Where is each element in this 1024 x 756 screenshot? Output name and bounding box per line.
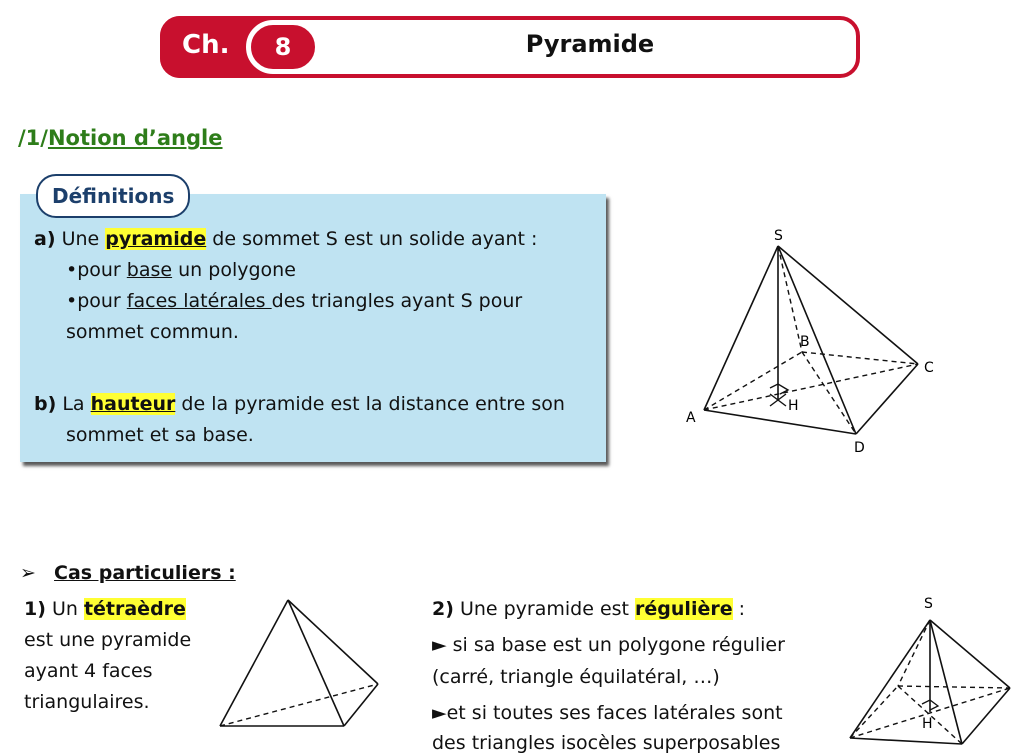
item2-line1 bbox=[432, 598, 745, 620]
item1-line3: ayant 4 faces bbox=[24, 660, 153, 682]
label-D: D bbox=[854, 440, 865, 456]
edge-SA bbox=[704, 246, 778, 410]
chapter-title: Pyramide bbox=[525, 30, 655, 58]
edge-DC bbox=[856, 364, 918, 434]
def-a-text: un polygone bbox=[172, 259, 296, 281]
section-prefix: /1/ bbox=[18, 126, 48, 150]
def-b-label: b) bbox=[34, 393, 57, 415]
item2-line5: des triangles isocèles superposables bbox=[432, 732, 781, 754]
item2-line3: (carré, triangle équilatéral, …) bbox=[432, 666, 720, 688]
tetra-edge-3 bbox=[288, 600, 378, 684]
label-H: H bbox=[788, 398, 799, 414]
item2-line2: ► si sa base est un polygone régulier bbox=[432, 634, 785, 656]
term-base: base bbox=[126, 259, 173, 281]
reg-edge-hidden-2 bbox=[850, 686, 898, 738]
chapter-banner bbox=[160, 16, 860, 78]
reg-edge-hidden-3 bbox=[898, 686, 1010, 688]
reg-edge-3 bbox=[930, 620, 1010, 688]
term-tetraedre: tétraèdre bbox=[83, 598, 186, 620]
edge-AD bbox=[704, 410, 856, 434]
diag-AC-hidden bbox=[704, 364, 918, 410]
chapter-number: 8 bbox=[246, 20, 320, 74]
def-a-line2 bbox=[66, 259, 296, 281]
label-A: A bbox=[686, 410, 696, 426]
def-a-label: a) bbox=[34, 228, 56, 250]
def-b-text: La bbox=[62, 393, 91, 415]
term-hauteur: hauteur bbox=[90, 393, 176, 415]
reg-edge-1 bbox=[850, 620, 930, 738]
item2-line4: ►et si toutes ses faces latérales sont bbox=[432, 702, 783, 724]
edge-SB-hidden bbox=[778, 246, 802, 352]
arrow-bullet-icon: ➢ bbox=[20, 562, 36, 584]
pyramid-figure bbox=[680, 222, 950, 462]
term-faces-laterales: faces latérales bbox=[126, 290, 272, 312]
label-B: B bbox=[800, 334, 810, 350]
diag-BD-hidden bbox=[802, 352, 856, 434]
section-title: Notion d’angle bbox=[47, 126, 223, 150]
definitions-tag: Définitions bbox=[36, 174, 190, 218]
reg-label-H: H bbox=[922, 716, 933, 732]
def-b-line1 bbox=[34, 393, 565, 415]
term-reguliere: régulière bbox=[635, 598, 733, 620]
tetra-edge-1 bbox=[220, 600, 288, 726]
tetra-edge-5 bbox=[344, 684, 378, 726]
tetrahedron-figure bbox=[214, 596, 384, 732]
reg-edge-hidden-1 bbox=[898, 620, 930, 686]
reg-edge-4 bbox=[850, 738, 962, 744]
item1-line1 bbox=[24, 598, 186, 620]
def-a-line1 bbox=[34, 228, 537, 250]
def-a-line4: sommet commun. bbox=[66, 321, 239, 343]
item1-label: 1) bbox=[24, 598, 46, 620]
def-b-text: de la pyramide est la distance entre son bbox=[175, 393, 565, 415]
def-b-line2: sommet et sa base. bbox=[66, 424, 254, 446]
tetra-edge-hidden bbox=[220, 684, 378, 726]
def-a-text: des triangles ayant S pour bbox=[271, 290, 523, 312]
item2-text: : bbox=[732, 598, 746, 620]
section-heading bbox=[18, 126, 223, 150]
item1-line2: est une pyramide bbox=[24, 629, 192, 651]
label-C: C bbox=[924, 360, 934, 376]
edge-BC-hidden bbox=[802, 352, 918, 364]
def-a-line3 bbox=[66, 290, 522, 312]
item1-line4: triangulaires. bbox=[24, 691, 150, 713]
right-angle-mark bbox=[770, 384, 788, 406]
edge-SC bbox=[778, 246, 918, 364]
def-a-text: Une bbox=[61, 228, 106, 250]
reg-label-S: S bbox=[924, 596, 933, 612]
def-a-text: •pour bbox=[66, 259, 127, 281]
chapter-label: Ch. bbox=[182, 30, 230, 60]
label-S: S bbox=[774, 228, 783, 244]
def-a-text: •pour bbox=[66, 290, 127, 312]
item2-text: Une pyramide est bbox=[453, 598, 636, 620]
item1-text: Un bbox=[45, 598, 84, 620]
cas-particuliers-title: Cas particuliers : bbox=[54, 562, 236, 584]
term-pyramide: pyramide bbox=[105, 228, 207, 250]
item2-label: 2) bbox=[432, 598, 454, 620]
tetra-edge-2 bbox=[288, 600, 344, 726]
regular-pyramid-figure bbox=[846, 594, 1016, 754]
cas-particuliers-heading bbox=[20, 562, 236, 584]
def-a-text: de sommet S est un solide ayant : bbox=[206, 228, 538, 250]
reg-edge-5 bbox=[962, 688, 1010, 744]
reg-edge-2 bbox=[930, 620, 962, 744]
